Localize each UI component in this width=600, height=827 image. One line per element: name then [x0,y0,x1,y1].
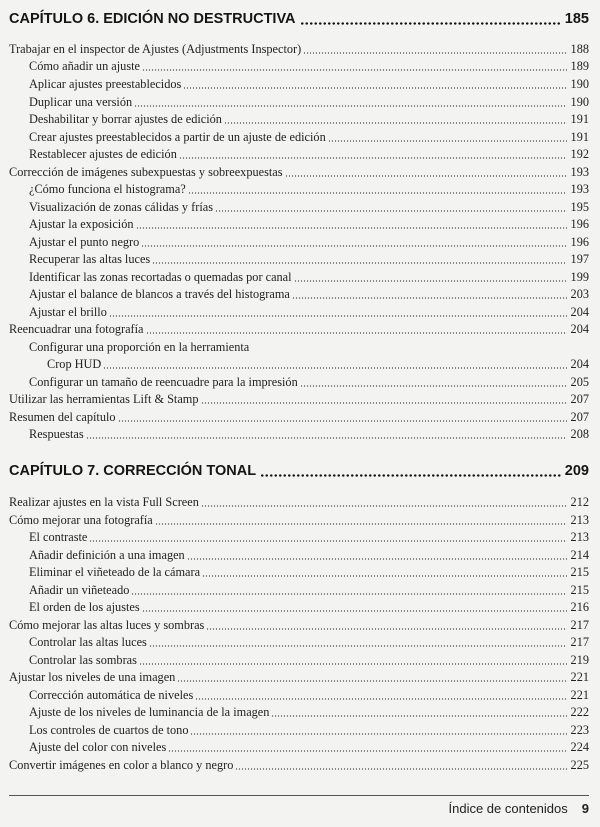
entry-title: Cómo añadir un ajuste [29,59,140,73]
entry-title: Resumen del capítulo [9,410,116,424]
dot-leader [134,105,567,107]
page-footer [9,798,589,818]
toc-entry [29,582,589,599]
entry-page: 217 [570,635,589,649]
toc-entry [29,704,589,721]
toc-entry [29,304,589,321]
entry-title: Añadir un viñeteado [29,583,130,597]
entry-title: Aplicar ajustes preestablecidos [29,77,182,91]
toc-entry [9,41,589,58]
entry-page: 196 [570,235,589,249]
entry-title: Convertir imágenes en color a blanco y negro [9,758,234,772]
dot-leader [294,280,567,282]
dot-leader [168,750,567,752]
dot-leader [142,610,567,612]
entry-title: ¿Cómo funciona el histograma? [29,182,186,196]
dot-leader [303,52,567,54]
entry-title: Corrección automática de niveles [29,688,194,702]
dot-leader [187,558,567,560]
entry-page: 215 [570,583,589,597]
toc-entry [29,111,589,128]
entry-page: 190 [570,77,589,91]
chapter-title: CAPÍTULO 6. EDICIÓN NO DESTRUCTIVA [9,11,296,27]
dot-leader [300,385,567,387]
toc-entry [9,494,589,511]
entry-title: Duplicar una versión [29,95,133,109]
toc-entry [29,216,589,233]
entry-page: 207 [570,392,589,406]
footer-rule [9,795,589,796]
dot-leader [155,523,567,525]
entry-page: 213 [570,530,589,544]
dot-leader [149,645,567,647]
chapter-title: CAPÍTULO 7. CORRECCIÓN TONAL [9,463,257,479]
toc-entry [29,181,589,198]
toc-entry [29,58,589,75]
entry-title: Configurar un tamaño de reencuadre para la impresión [29,375,298,389]
toc-entry [29,269,589,286]
toc-entry [29,547,589,564]
toc-entry [29,251,589,268]
toc-entry [29,599,589,616]
entry-title: Ajustar el balance de blancos a través del histograma [29,287,290,301]
toc-entry [29,339,589,356]
toc-entry [9,512,589,529]
dot-leader [142,69,567,71]
entry-title: Ajuste del color con niveles [29,740,167,754]
entry-page: 225 [570,758,589,772]
dot-leader [146,332,567,334]
entry-page: 205 [570,375,589,389]
entry-title: Controlar las sombras [29,653,137,667]
chapter-page: 185 [564,11,589,27]
toc-entry [47,356,589,373]
toc-entry [29,739,589,756]
entry-page: 221 [570,670,589,684]
entry-page: 214 [570,548,589,562]
toc-entry [9,669,589,686]
toc-entry [29,687,589,704]
entry-title: Eliminar el viñeteado de la cámara [29,565,201,579]
dot-leader [206,628,567,630]
chapter-7-heading [9,461,589,481]
entry-page: 223 [570,723,589,737]
entry-title: Cómo mejorar una fotografía [9,513,153,527]
entry-title: Los controles de cuartos de tono [29,723,189,737]
dot-leader [109,315,567,317]
entry-page: 217 [570,618,589,632]
entry-page: 189 [570,59,589,73]
entry-title: Ajustar los niveles de una imagen [9,670,176,684]
entry-title: Corrección de imágenes subexpuestas y sobreexpuestas [9,165,283,179]
dot-leader [131,593,567,595]
entry-title: Añadir definición a una imagen [29,548,185,562]
toc-entry [9,391,589,408]
footer-label: Índice de contenidos [448,800,568,816]
entry-page: 219 [570,653,589,667]
chapter-6-heading [9,9,589,29]
dot-leader [235,768,567,770]
dot-leader [260,474,561,477]
entry-title: El orden de los ajustes [29,600,140,614]
dot-leader [202,575,567,577]
entry-page: 204 [570,305,589,319]
toc-entry [29,652,589,669]
entry-title: Ajuste de los niveles de luminancia de la imagen [29,705,270,719]
entry-page: 191 [570,112,589,126]
entry-title: Trabajar en el inspector de Ajustes (Adjustments Inspector) [9,42,302,56]
entry-page: 190 [570,95,589,109]
entry-page: 199 [570,270,589,284]
dot-leader [179,157,567,159]
entry-title: Ajustar el brillo [29,305,107,319]
entry-page: 213 [570,513,589,527]
entry-page: 195 [570,200,589,214]
entry-page: 215 [570,565,589,579]
entry-title: El contraste [29,530,88,544]
dot-leader [201,402,567,404]
entry-page: 193 [570,165,589,179]
dot-leader [285,175,567,177]
dot-leader [300,22,561,25]
toc-entry [29,634,589,651]
dot-leader [136,227,568,229]
dot-leader [139,663,567,665]
entry-page: 204 [570,322,589,336]
entry-title: Crear ajustes preestablecidos a partir de un ajuste de edición [29,130,326,144]
entry-page: 196 [570,217,589,231]
dot-leader [118,420,567,422]
entry-title: Visualización de zonas cálidas y frías [29,200,213,214]
entry-title: Crop HUD [47,357,102,371]
dot-leader [103,367,567,369]
entry-page: 221 [570,688,589,702]
dot-leader [224,122,567,124]
entry-page: 204 [570,357,589,371]
dot-leader [215,210,567,212]
toc-entry [29,94,589,111]
entry-title: Realizar ajustes en la vista Full Screen [9,495,199,509]
entry-title: Ajustar el punto negro [29,235,140,249]
toc-entry [29,146,589,163]
page-number: 9 [581,800,589,816]
entry-page: 193 [570,182,589,196]
entry-title: Identificar las zonas recortadas o quemadas por canal [29,270,292,284]
chapter-page: 209 [564,463,589,479]
entry-title: Ajustar la exposición [29,217,134,231]
entry-page: 222 [570,705,589,719]
dot-leader [177,680,567,682]
dot-leader [195,698,567,700]
dot-leader [141,245,567,247]
entry-page: 192 [570,147,589,161]
toc-entry [29,426,589,443]
dot-leader [292,297,567,299]
dot-leader [152,262,567,264]
dot-leader [188,192,567,194]
entry-page: 191 [570,130,589,144]
entry-title: Controlar las altas luces [29,635,147,649]
entry-page: 203 [570,287,589,301]
entry-page: 207 [570,410,589,424]
toc-entry [29,374,589,391]
dot-leader [89,540,567,542]
entry-page: 208 [570,427,589,441]
toc-entry [29,76,589,93]
toc-entry [9,321,589,338]
toc-entry [9,409,589,426]
entry-page: 188 [570,42,589,56]
dot-leader [190,733,567,735]
toc-entry [29,564,589,581]
entry-page: 197 [570,252,589,266]
entry-title: Configurar una proporción en la herramienta [29,340,250,354]
dot-leader [271,715,567,717]
entry-title: Restablecer ajustes de edición [29,147,177,161]
toc-entry [9,617,589,634]
entry-title: Reencuadrar una fotografía [9,322,144,336]
entry-page: 212 [570,495,589,509]
entry-title: Respuestas [29,427,84,441]
toc-entry [29,722,589,739]
toc-entry [29,199,589,216]
entry-title: Utilizar las herramientas Lift & Stamp [9,392,199,406]
entry-page: 216 [570,600,589,614]
entry-title: Deshabilitar y borrar ajustes de edición [29,112,222,126]
dot-leader [201,505,567,507]
toc-entry [29,234,589,251]
toc-entry [9,164,589,181]
entry-title: Cómo mejorar las altas luces y sombras [9,618,205,632]
dot-leader [183,87,567,89]
dot-leader [86,437,567,439]
dot-leader [328,140,567,142]
toc-entry [9,757,589,774]
entry-page: 224 [570,740,589,754]
toc-entry [29,529,589,546]
toc-entry [29,129,589,146]
toc-entry [29,286,589,303]
entry-title: Recuperar las altas luces [29,252,151,266]
